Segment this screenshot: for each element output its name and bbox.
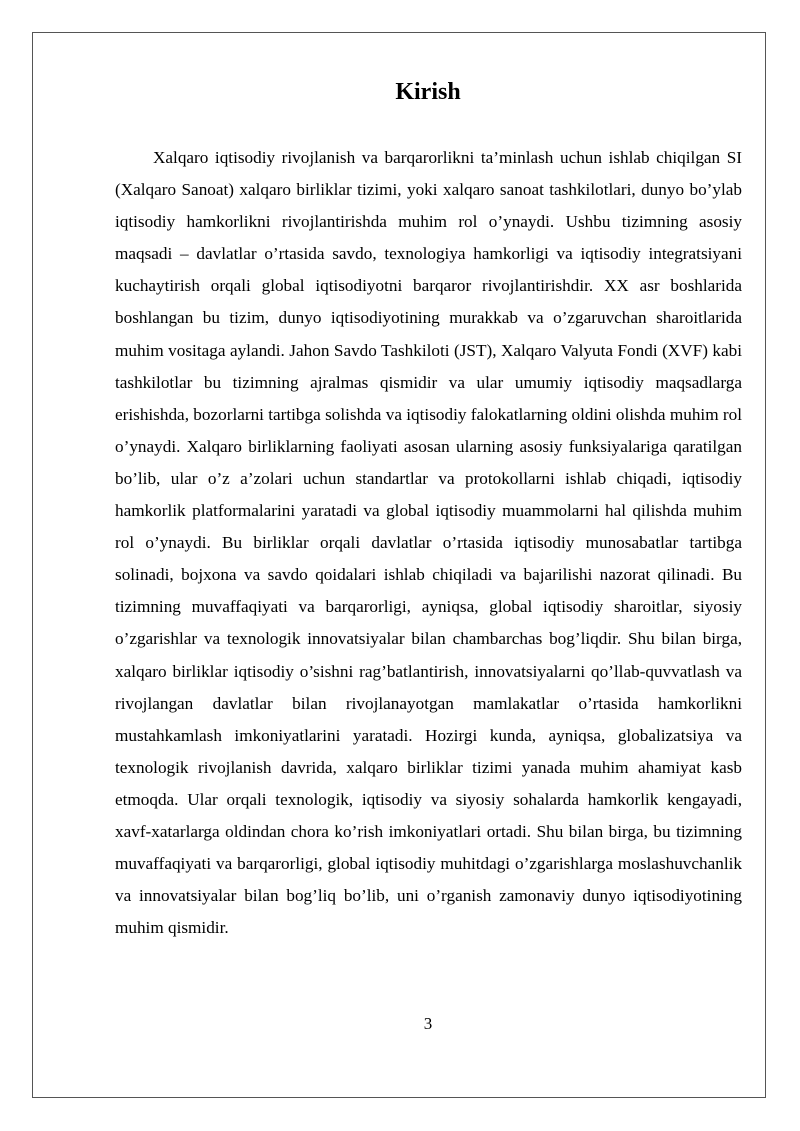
body-paragraph: Xalqaro iqtisodiy rivojlanish va barqarorlikni ta’minlash uchun ishlab chiqilgan SI (Xalqaro Sanoat) xalqaro birliklar tizimi, yoki xalqaro sanoat tashkilotlari, dunyo bo’ylab iqtisodiy hamkorlikni rivojlantirishda muhim rol o’ynaydi. Ushbu tizimning asosiy maqsadi – davlatlar o’rtasida savdo, texnologiya hamkorligi va iqtisodiy integratsiyani kuchaytirish orqali global iqtisodiyotni barqaror rivojlantirishdir. XX asr boshlarida boshlangan bu tizim, dunyo iqtisodiyotining murakkab va o’zgaruvchan sharoitlarida muhim vositaga aylandi. Jahon Savdo Tashkiloti (JST), Xalqaro Valyuta Fondi (XVF) kabi tashkilotlar bu tizimning ajralmas qismidir va ular umumiy iqtisodiy maqsadlarga erishishda, bozorlarni tartibga solishda va iqtisodiy falokatlarning oldini olishda muhim rol o’ynaydi. Xalqaro birliklarning faoliyati asosan ularning asosiy funksiyalariga qaratilgan bo’lib, ular o’z a’zolari uchun standartlar va protokollarni ishlab chiqadi, iqtisodiy hamkorlik platformalarini yaratadi va global iqtisodiy muammolarni hal qilishda muhim rol o’ynaydi. Bu birliklar orqali davlatlar o’rtasida iqtisodiy munosabatlar tartibga solinadi, bojxona va savdo qoidalari ishlab chiqiladi va bajarilishi nazorat qilinadi. Bu tizimning muvaffaqiyati va barqarorligi, ayniqsa, global iqtisodiy sharoitlar, siyosiy o’zgarishlar va texnologik innovatsiyalar bilan chambarchas bog’liqdir. Shu bilan birga, xalqaro birliklar iqtisodiy o’sishni rag’batlantirish, innovatsiyalarni qo’llab-quvvatlash va rivojlangan davlatlar bilan rivojlanayotgan mamlakatlar o’rtasida hamkorlikni mustahkamlash imkoniyatlarini yaratadi. Hozirgi kunda, ayniqsa, globalizatsiya va texnologik rivojlanish davrida, xalqaro birliklar tizimi yanada muhim ahamiyat kasb etmoqda. Ular orqali texnologik, iqtisodiy va siyosiy sohalarda hamkorlik kengayadi, xavf-xatarlarga oldindan chora ko’rish imkoniyatlari ortadi. Shu bilan birga, bu tizimning muvaffaqiyati va barqarorligi, global iqtisodiy muhitdagi o’zgarishlarga moslashuvchanlik va innovatsiyalar bilan bog’liq bo’lib, uni o’rganish zamonaviy dunyo iqtisodiyotining muhim qismidir. bbox=[115, 148, 742, 938]
page-number: 3 bbox=[423, 1014, 433, 1033]
section-heading: Kirish bbox=[395, 79, 461, 105]
